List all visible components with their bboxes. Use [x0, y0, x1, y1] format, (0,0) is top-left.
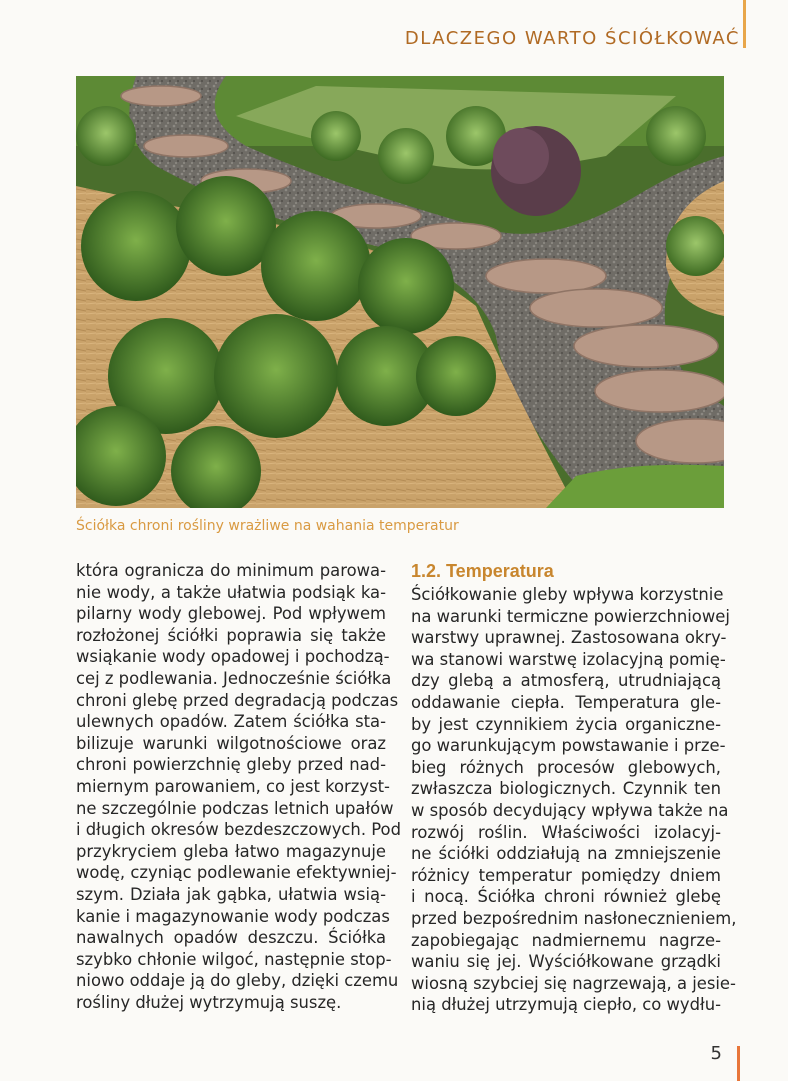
text-line: zapobiegając nadmiernemu nagrze-	[411, 930, 721, 950]
text-line: i długich okresów bezdeszczowych. Pod	[76, 820, 401, 840]
text-line: w sposób decydujący wpływa także na	[411, 800, 729, 820]
left-column	[76, 560, 401, 1013]
text-line: wodę, czyniąc podlewanie efektywniej-	[76, 863, 397, 883]
page-number: 5	[710, 1043, 722, 1064]
section-heading: 1.2. Temperatura	[411, 561, 554, 581]
text-line: bilizuje warunki wilgotnościowe oraz	[76, 733, 386, 753]
right-column	[411, 560, 737, 1016]
text-line: i nocą. Ściółka chroni również glebę	[411, 887, 721, 907]
text-line: warstwy uprawnej. Zastosowana okry-	[411, 628, 727, 648]
text-line: szym. Działa jak gąbka, ułatwia wsią-	[76, 884, 386, 904]
photo-caption: Ściółka chroni rośliny wrażliwe na wahania temperatur	[76, 518, 459, 534]
text-line: Ściółkowanie gleby wpływa korzystnie	[411, 585, 724, 604]
text-line: zwłaszcza biologicznych. Czynnik ten	[411, 779, 721, 799]
text-line: chroni powierzchnię gleby przed nad-	[76, 755, 386, 775]
text-line: ne szczególnie podczas letnich upałów	[76, 798, 394, 818]
text-line: cej z podlewania. Jednocześnie ściółka	[76, 668, 392, 688]
text-line: na warunki termiczne powierzchniowej	[411, 606, 730, 626]
text-line: dzy glebą a atmosferą, utrudniającą	[411, 671, 721, 691]
text-line: wiosną szybciej się nagrzewają, a jesie-	[411, 973, 736, 993]
text-line: bieg różnych procesów glebowych,	[411, 757, 721, 777]
text-line: szybko chłonie wilgoć, następnie stop-	[76, 949, 392, 969]
running-header: DLACZEGO WARTO ŚCIÓŁKOWAĆ	[404, 28, 740, 49]
garden-photo	[76, 76, 724, 508]
text-line: waniu się jej. Wyściółkowane grządki	[411, 952, 721, 972]
text-line: go warunkującym powstawanie i prze-	[411, 736, 726, 756]
text-line: wa stanowi warstwę izolacyjną pomię-	[411, 649, 726, 669]
text-line: nawalnych opadów deszczu. Ściółka	[76, 928, 386, 948]
header-accent-bar	[743, 0, 746, 48]
text-line: rozłożonej ściółki poprawia się także	[76, 625, 386, 645]
text-line: przed bezpośrednim nasłonecznieniem,	[411, 908, 737, 928]
text-line: rozwój roślin. Właściwości izolacyj-	[411, 822, 721, 842]
text-line: przykryciem gleba łatwo magazynuje	[76, 841, 386, 861]
text-line: ulewnych opadów. Zatem ściółka sta-	[76, 712, 386, 732]
text-line: niowo oddaje ją do gleby, dzięki czemu	[76, 971, 399, 991]
text-line: miernym parowaniem, co jest korzyst-	[76, 776, 390, 796]
text-line: nią dłużej utrzymują ciepło, co wydłu-	[411, 995, 721, 1015]
left-paragraph	[76, 560, 401, 1013]
text-line: która ogranicza do minimum parowa-	[76, 561, 386, 580]
text-line: nie wody, a także ułatwia podsiąk ka-	[76, 582, 386, 602]
text-line: rośliny dłużej wytrzymują suszę.	[76, 992, 342, 1012]
text-line: kanie i magazynowanie wody podczas	[76, 906, 390, 926]
text-line: pilarny wody glebowej. Pod wpływem	[76, 604, 386, 624]
text-line: chroni glebę przed degradacją podczas	[76, 690, 399, 710]
page-accent-bar	[737, 1046, 740, 1081]
text-line: ne ściółki oddziałują na zmniejszenie	[411, 844, 721, 864]
text-line: wsiąkanie wody opadowej i pochodzą-	[76, 647, 390, 667]
text-line: by jest czynnikiem życia organiczne-	[411, 714, 721, 734]
right-paragraph	[411, 584, 737, 1016]
text-line: oddawanie ciepła. Temperatura gle-	[411, 692, 721, 712]
text-line: różnicy temperatur pomiędzy dniem	[411, 865, 721, 885]
